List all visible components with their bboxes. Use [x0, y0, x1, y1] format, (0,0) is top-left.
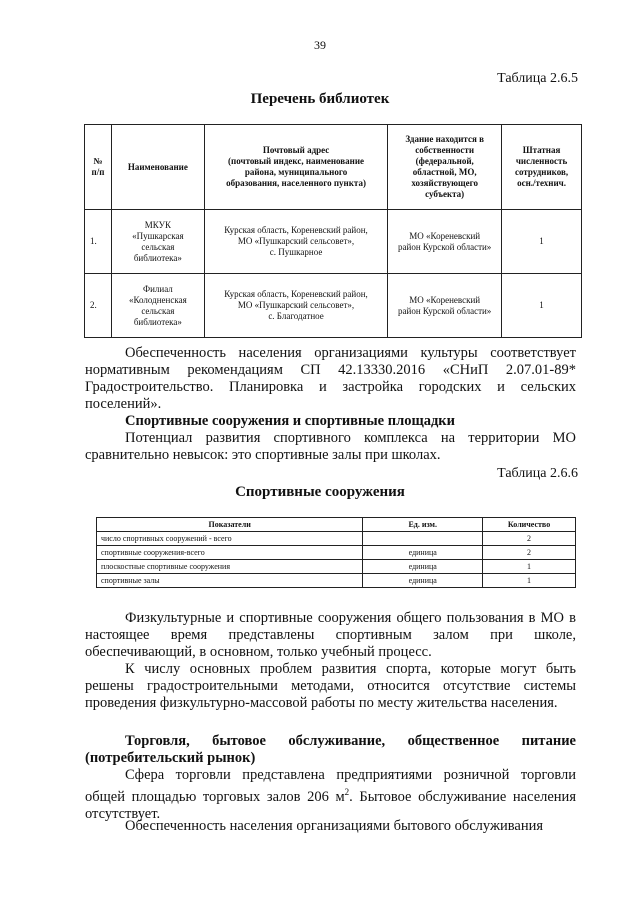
staff-count: 1 [502, 210, 582, 274]
staff-count: 1 [502, 274, 582, 338]
cell-line: Штатная [522, 145, 561, 155]
table-row [85, 274, 582, 338]
indicator-cell: число спортивных сооружений - всего [97, 532, 363, 546]
cell-line: областной, МО, [412, 167, 477, 177]
cell-line: МКУК [144, 219, 171, 230]
column-header-quantity: Количество [483, 518, 576, 532]
cell-line: МО «Пушкарский сельсовет», [237, 236, 355, 246]
cell-line: МО «Кореневский [409, 230, 481, 241]
cell-line: № [93, 156, 103, 166]
table-row [97, 532, 576, 546]
table-title-libraries: Перечень библиотек [250, 91, 390, 107]
cell-line: Курская область, Кореневский район, [224, 225, 368, 235]
column-header-name [111, 125, 204, 210]
cell-line: с. Благодатное [268, 311, 324, 321]
section-heading-sports: Спортивные сооружения и спортивные площадки [125, 413, 456, 429]
postal-address [204, 274, 387, 338]
column-header-address [204, 125, 387, 210]
column-header-staff [502, 125, 582, 210]
row-number: 1. [85, 210, 112, 274]
cell-line: (почтовый индекс, наименование [228, 156, 365, 166]
cell-line: сотрудников, [514, 167, 569, 177]
column-header-number [85, 125, 112, 210]
indicator-cell: плоскостные спортивные сооружения [97, 560, 363, 574]
services-paragraph: Обеспеченность населения организациями бытового обслуживания [125, 818, 544, 834]
trade-tail: . Бытовое обслуживание населения отсутствует. [85, 788, 576, 822]
cell-line: МО «Кореневский [409, 294, 481, 305]
table-row [85, 210, 582, 274]
cell-line: библиотека» [133, 316, 182, 327]
column-header-owner [388, 125, 502, 210]
cell-line: п/п [91, 167, 105, 177]
indicator-cell: спортивные залы [97, 574, 363, 588]
cell-line: район Курской области» [398, 241, 492, 252]
cell-line: Здание находится в [405, 134, 484, 144]
column-header-indicator: Показатели [97, 518, 363, 532]
cell-line: Филиал [142, 283, 173, 294]
cell-line: Почтовый адрес [262, 145, 330, 155]
column-header-unit: Ед. изм. [363, 518, 483, 532]
cell-line: хозяйствующего [411, 178, 478, 188]
sports-facilities-table [96, 517, 576, 588]
cell-line: собственности [415, 145, 475, 155]
table-row [97, 560, 576, 574]
quantity-cell: 1 [483, 560, 576, 574]
row-number: 2. [85, 274, 112, 338]
indicator-cell: спортивные сооружения-всего [97, 546, 363, 560]
quantity-cell: 2 [483, 546, 576, 560]
section-heading-trade: Торговля, бытовое обслуживание, общественное питание (потребительский рынок) [85, 733, 576, 766]
culture-paragraph: Обеспеченность населения организациями культуры соответствует нормативным рекомендациям СП 42.13330.2016 «СНиП 2.07.01-89* Градостроительство. Планировка и застройка городских и сельских поселений». [85, 345, 576, 412]
building-owner [388, 274, 502, 338]
cell-line: образования, населенного пункта) [226, 178, 366, 188]
trade-paragraph [85, 767, 576, 823]
cell-line: с. Пушкарное [269, 247, 323, 257]
libraries-table [84, 124, 582, 338]
sports-facilities-paragraph: Физкультурные и спортивные сооружения общего пользования в МО в настоящее время представлены спортивным залом при школе, обеспечивающий, в основном, только учебный процесс. [85, 610, 576, 660]
cell-line: Курская область, Кореневский район, [224, 289, 368, 299]
cell-line: «Пушкарская [132, 230, 184, 241]
postal-address [204, 210, 387, 274]
sports-potential-paragraph: Потенциал развития спортивного комплекса на территории МО сравнительно невысок: это спортивные залы при школах. [85, 430, 576, 463]
cell-line: «Колодненская [128, 294, 187, 305]
table-caption-sports: Таблица 2.6.6 [497, 466, 578, 481]
trade-superscript: 2 [344, 787, 350, 797]
cell-line: субъекта) [425, 189, 465, 199]
table-title-sports: Спортивные сооружения [235, 484, 405, 500]
table-row [97, 546, 576, 560]
cell-line: район Курской области» [398, 305, 492, 316]
cell-line: Наименование [127, 161, 188, 172]
library-name [111, 210, 204, 274]
cell-line: сельская [141, 305, 175, 316]
quantity-cell: 1 [483, 574, 576, 588]
table-row [97, 574, 576, 588]
unit-cell: единица [363, 574, 483, 588]
cell-line: (федеральной, [415, 156, 474, 166]
page-number: 39 [314, 38, 326, 52]
cell-line: численность [515, 156, 568, 166]
table-caption-libraries: Таблица 2.6.5 [497, 71, 578, 86]
sports-problems-paragraph: К числу основных проблем развития спорта, которые могут быть решены градостроительными методами, относится отсутствие системы проведения физкультурно-массовой работы по месту жительства населения. [85, 661, 576, 711]
library-name [111, 274, 204, 338]
unit-cell: единица [363, 546, 483, 560]
cell-line: библиотека» [133, 252, 182, 263]
cell-line: МО «Пушкарский сельсовет», [237, 300, 355, 310]
unit-cell: единица [363, 560, 483, 574]
building-owner [388, 210, 502, 274]
cell-line: района, муниципального [244, 167, 348, 177]
cell-line: осн./технич. [517, 178, 566, 188]
cell-line: сельская [141, 241, 175, 252]
trade-text: Сфера торговли представлена предприятиями розничной торговли общей площадью торговых залов 206 м [85, 767, 576, 805]
quantity-cell: 2 [483, 532, 576, 546]
unit-cell [363, 532, 483, 546]
